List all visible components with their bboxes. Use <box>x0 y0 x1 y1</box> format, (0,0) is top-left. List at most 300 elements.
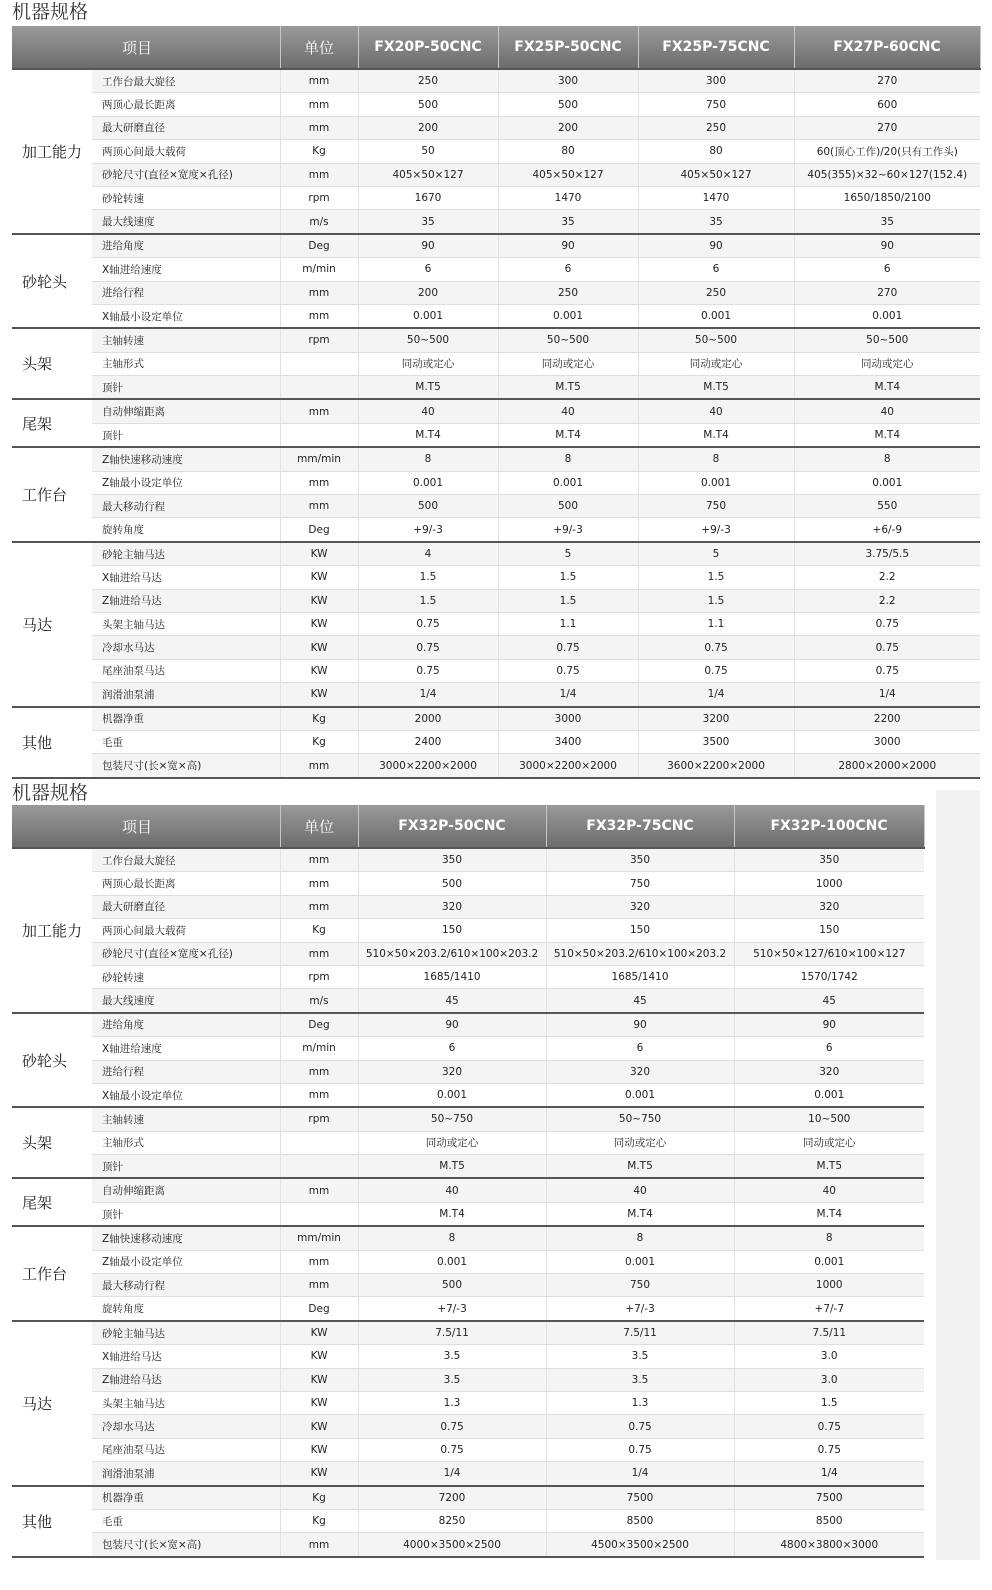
unit-cell: rpm <box>280 328 358 352</box>
value-cell: 150 <box>734 919 924 942</box>
table-row <box>12 258 980 281</box>
value-cell: 320 <box>358 1060 546 1083</box>
unit-cell: KW <box>280 1345 358 1368</box>
value-cell: 同动或定心 <box>638 352 794 375</box>
unit-cell: KW <box>280 1321 358 1345</box>
item-label: 毛重 <box>92 1509 280 1532</box>
spec-group <box>12 234 980 329</box>
table-row <box>12 1226 924 1250</box>
value-cell: 6 <box>358 1037 546 1060</box>
unit-cell: Deg <box>280 234 358 258</box>
header-model: FX27P-60CNC <box>794 26 980 69</box>
value-cell: 8 <box>358 447 498 471</box>
item-label: 顶针 <box>92 1155 280 1179</box>
value-cell: 1685/1410 <box>546 965 734 988</box>
unit-cell: Kg <box>280 730 358 753</box>
value-cell: 35 <box>498 210 638 234</box>
value-cell: 50 <box>358 140 498 163</box>
value-cell: 3500 <box>638 730 794 753</box>
value-cell: 250 <box>358 69 498 93</box>
table-row <box>12 589 980 612</box>
value-cell: 45 <box>546 989 734 1013</box>
value-cell: 500 <box>358 495 498 518</box>
item-label: Z轴快速移动速度 <box>92 1226 280 1250</box>
table-row <box>12 210 980 234</box>
value-cell: M.T5 <box>358 376 498 400</box>
header-model: FX25P-75CNC <box>638 26 794 69</box>
value-cell: 200 <box>358 281 498 304</box>
item-label: 包装尺寸(长×宽×高) <box>92 754 280 778</box>
item-label: X轴最小设定单位 <box>92 1083 280 1107</box>
unit-cell: mm <box>280 495 358 518</box>
table-row <box>12 1250 924 1273</box>
value-cell: 550 <box>794 495 980 518</box>
category-label: 马达 <box>12 1321 92 1486</box>
value-cell: 8 <box>546 1226 734 1250</box>
unit-cell: KW <box>280 1438 358 1461</box>
value-cell: 90 <box>546 1013 734 1037</box>
table-row <box>12 989 924 1013</box>
value-cell: 1/4 <box>638 683 794 707</box>
value-cell: 3400 <box>498 730 638 753</box>
value-cell: 1.5 <box>358 566 498 589</box>
value-cell: 1/4 <box>498 683 638 707</box>
unit-cell: mm <box>280 895 358 918</box>
spec-group <box>12 1013 924 1108</box>
value-cell: 320 <box>358 895 546 918</box>
unit-cell: Deg <box>280 1013 358 1037</box>
value-cell: M.T4 <box>638 423 794 447</box>
value-cell: 270 <box>794 116 980 139</box>
item-label: 砂轮转速 <box>92 965 280 988</box>
value-cell: 320 <box>734 1060 924 1083</box>
value-cell: 6 <box>358 258 498 281</box>
category-label: 工作台 <box>12 1226 92 1321</box>
item-label: 润滑油泵浦 <box>92 683 280 707</box>
unit-cell: m/s <box>280 210 358 234</box>
table-row <box>12 872 924 895</box>
side-shading <box>936 790 980 1560</box>
value-cell: +7/-3 <box>358 1297 546 1321</box>
value-cell: 90 <box>358 234 498 258</box>
spec-group <box>12 542 980 707</box>
value-cell: 250 <box>638 281 794 304</box>
header-item: 项目 <box>12 805 280 848</box>
value-cell: 8 <box>794 447 980 471</box>
value-cell: M.T4 <box>794 376 980 400</box>
table-row <box>12 423 980 447</box>
table-row <box>12 399 980 423</box>
value-cell: 3000 <box>794 730 980 753</box>
value-cell: 90 <box>734 1013 924 1037</box>
table-row <box>12 1391 924 1414</box>
item-label: 砂轮主轴马达 <box>92 542 280 566</box>
value-cell: 50~500 <box>638 328 794 352</box>
value-cell: 3200 <box>638 707 794 731</box>
item-label: 两顶心间最大载荷 <box>92 919 280 942</box>
value-cell: 6 <box>498 258 638 281</box>
value-cell: 50~750 <box>358 1107 546 1131</box>
table-row <box>12 328 980 352</box>
item-label: 砂轮尺寸(直径×宽度×孔径) <box>92 942 280 965</box>
value-cell: 405×50×127 <box>638 163 794 186</box>
unit-cell: mm <box>280 471 358 494</box>
value-cell: 350 <box>358 848 546 872</box>
category-label: 头架 <box>12 328 92 399</box>
value-cell: M.T4 <box>358 1202 546 1226</box>
value-cell: M.T4 <box>498 423 638 447</box>
unit-cell: KW <box>280 683 358 707</box>
category-label: 马达 <box>12 542 92 707</box>
item-label: 自动伸缩距离 <box>92 399 280 423</box>
unit-cell: Deg <box>280 518 358 542</box>
item-label: 顶针 <box>92 1202 280 1226</box>
table-row <box>12 1462 924 1486</box>
table-row <box>12 1368 924 1391</box>
value-cell: 45 <box>734 989 924 1013</box>
value-cell: 3000×2200×2000 <box>358 754 498 778</box>
unit-cell: KW <box>280 1391 358 1414</box>
value-cell: 0.001 <box>358 1250 546 1273</box>
unit-cell: mm <box>280 942 358 965</box>
value-cell: 50~750 <box>546 1107 734 1131</box>
value-cell: 1.5 <box>498 589 638 612</box>
value-cell: 2800×2000×2000 <box>794 754 980 778</box>
spec-group <box>12 1107 924 1178</box>
item-label: 砂轮主轴马达 <box>92 1321 280 1345</box>
unit-cell: Kg <box>280 1486 358 1510</box>
table-row <box>12 376 980 400</box>
value-cell: 0.75 <box>498 636 638 659</box>
value-cell: 3000 <box>498 707 638 731</box>
item-label: 砂轮转速 <box>92 186 280 209</box>
value-cell: 3.5 <box>546 1345 734 1368</box>
value-cell: 7500 <box>734 1486 924 1510</box>
unit-cell: KW <box>280 659 358 682</box>
table-row <box>12 848 924 872</box>
value-cell: 0.001 <box>358 1083 546 1107</box>
value-cell: 300 <box>498 69 638 93</box>
value-cell: 5 <box>498 542 638 566</box>
item-label: 两顶心最长距离 <box>92 872 280 895</box>
value-cell: 50~500 <box>358 328 498 352</box>
unit-cell: mm <box>280 1083 358 1107</box>
value-cell: 40 <box>358 399 498 423</box>
value-cell: 0.75 <box>794 659 980 682</box>
item-label: Z轴进给马达 <box>92 1368 280 1391</box>
value-cell: 6 <box>546 1037 734 1060</box>
unit-cell: rpm <box>280 186 358 209</box>
value-cell: 40 <box>498 399 638 423</box>
value-cell: 同动或定心 <box>358 352 498 375</box>
value-cell: 1/4 <box>358 683 498 707</box>
spec-table <box>12 26 981 779</box>
value-cell: 1.3 <box>546 1391 734 1414</box>
value-cell: 1.5 <box>638 566 794 589</box>
item-label: 主轴形式 <box>92 352 280 375</box>
table-row <box>12 1297 924 1321</box>
table-row <box>12 1178 924 1202</box>
unit-cell: mm <box>280 1250 358 1273</box>
item-label: 润滑油泵浦 <box>92 1462 280 1486</box>
value-cell: 750 <box>638 495 794 518</box>
table-row <box>12 281 980 304</box>
header-unit: 单位 <box>280 26 358 69</box>
category-label: 砂轮头 <box>12 234 92 329</box>
value-cell: 0.75 <box>794 612 980 635</box>
spec-group <box>12 328 980 399</box>
unit-cell: mm <box>280 1533 358 1557</box>
value-cell: 1570/1742 <box>734 965 924 988</box>
category-label: 尾架 <box>12 1178 92 1226</box>
unit-cell: mm <box>280 163 358 186</box>
item-label: 进给角度 <box>92 1013 280 1037</box>
category-label: 加工能力 <box>12 848 92 1013</box>
value-cell: 270 <box>794 69 980 93</box>
value-cell: 8250 <box>358 1509 546 1532</box>
section-title: 机器规格 <box>12 782 89 804</box>
value-cell: 4000×3500×2500 <box>358 1533 546 1557</box>
item-label: 进给角度 <box>92 234 280 258</box>
value-cell: 7.5/11 <box>546 1321 734 1345</box>
value-cell: 40 <box>638 399 794 423</box>
table-row <box>12 1415 924 1438</box>
table-row <box>12 965 924 988</box>
table-row <box>12 495 980 518</box>
value-cell: 35 <box>358 210 498 234</box>
spec-table <box>12 805 925 1558</box>
unit-cell: mm/min <box>280 447 358 471</box>
value-cell: 1.5 <box>638 589 794 612</box>
value-cell: 8500 <box>734 1509 924 1532</box>
value-cell: 250 <box>638 116 794 139</box>
table-row <box>12 471 980 494</box>
value-cell: M.T5 <box>498 376 638 400</box>
value-cell: 0.001 <box>734 1250 924 1273</box>
value-cell: 80 <box>498 140 638 163</box>
value-cell: 150 <box>358 919 546 942</box>
value-cell: 1.5 <box>498 566 638 589</box>
value-cell: 750 <box>546 1274 734 1297</box>
value-cell: 1470 <box>638 186 794 209</box>
spec-group <box>12 848 924 1013</box>
item-label: X轴进给马达 <box>92 1345 280 1368</box>
item-label: 进给行程 <box>92 1060 280 1083</box>
header-item: 项目 <box>12 26 280 69</box>
unit-cell: mm <box>280 304 358 328</box>
value-cell: M.T4 <box>734 1202 924 1226</box>
item-label: X轴进给速度 <box>92 258 280 281</box>
spec-group <box>12 1226 924 1321</box>
value-cell: 同动或定心 <box>794 352 980 375</box>
value-cell: 1/4 <box>794 683 980 707</box>
unit-cell: m/min <box>280 258 358 281</box>
value-cell: 320 <box>546 895 734 918</box>
value-cell: 0.75 <box>358 636 498 659</box>
value-cell: 300 <box>638 69 794 93</box>
item-label: 主轴形式 <box>92 1131 280 1154</box>
value-cell: 50~500 <box>794 328 980 352</box>
value-cell: 8 <box>498 447 638 471</box>
item-label: 头架主轴马达 <box>92 612 280 635</box>
table-row <box>12 919 924 942</box>
unit-cell <box>280 423 358 447</box>
value-cell: 200 <box>498 116 638 139</box>
value-cell: 90 <box>638 234 794 258</box>
value-cell: 同动或定心 <box>734 1131 924 1154</box>
item-label: 旋转角度 <box>92 518 280 542</box>
unit-cell: mm <box>280 1060 358 1083</box>
value-cell: 7.5/11 <box>358 1321 546 1345</box>
unit-cell: mm <box>280 69 358 93</box>
spec-group <box>12 707 980 778</box>
table-row <box>12 1013 924 1037</box>
value-cell: 0.75 <box>358 659 498 682</box>
table-row <box>12 69 980 93</box>
value-cell: 同动或定心 <box>358 1131 546 1154</box>
value-cell: 0.001 <box>546 1083 734 1107</box>
item-label: Z轴最小设定单位 <box>92 471 280 494</box>
value-cell: 0.001 <box>794 304 980 328</box>
value-cell: 0.75 <box>734 1438 924 1461</box>
category-label: 其他 <box>12 707 92 778</box>
unit-cell: Kg <box>280 140 358 163</box>
item-label: 两顶心最长距离 <box>92 93 280 116</box>
category-label: 工作台 <box>12 447 92 542</box>
table-row <box>12 636 980 659</box>
unit-cell: KW <box>280 566 358 589</box>
value-cell: 0.75 <box>498 659 638 682</box>
unit-cell <box>280 1202 358 1226</box>
value-cell: 600 <box>794 93 980 116</box>
value-cell: 3600×2200×2000 <box>638 754 794 778</box>
value-cell: 6 <box>794 258 980 281</box>
table-row <box>12 1202 924 1226</box>
value-cell: +9/-3 <box>498 518 638 542</box>
value-cell: 0.75 <box>638 659 794 682</box>
item-label: 冷却水马达 <box>92 1415 280 1438</box>
value-cell: 1.5 <box>734 1391 924 1414</box>
table-row <box>12 542 980 566</box>
value-cell: 3.5 <box>358 1368 546 1391</box>
table-row <box>12 140 980 163</box>
value-cell: 3.5 <box>546 1368 734 1391</box>
unit-cell: KW <box>280 589 358 612</box>
value-cell: 90 <box>358 1013 546 1037</box>
value-cell: 1470 <box>498 186 638 209</box>
item-label: Z轴进给马达 <box>92 589 280 612</box>
table-row <box>12 895 924 918</box>
value-cell: 90 <box>498 234 638 258</box>
table-row <box>12 163 980 186</box>
table-row <box>12 352 980 375</box>
table-row <box>12 304 980 328</box>
unit-cell: Kg <box>280 1509 358 1532</box>
value-cell: 0.001 <box>638 304 794 328</box>
value-cell: 7.5/11 <box>734 1321 924 1345</box>
unit-cell: KW <box>280 1415 358 1438</box>
value-cell: 500 <box>358 1274 546 1297</box>
value-cell: 750 <box>546 872 734 895</box>
header-row <box>12 805 924 848</box>
table-row <box>12 1533 924 1557</box>
item-label: 头架主轴马达 <box>92 1391 280 1414</box>
table-row <box>12 447 980 471</box>
unit-cell: mm <box>280 116 358 139</box>
value-cell: 1000 <box>734 872 924 895</box>
unit-cell: KW <box>280 542 358 566</box>
header-model: FX32P-75CNC <box>546 805 734 848</box>
table-row <box>12 1321 924 1345</box>
item-label: 顶针 <box>92 423 280 447</box>
unit-cell: mm/min <box>280 1226 358 1250</box>
value-cell: 3.5 <box>358 1345 546 1368</box>
item-label: 包装尺寸(长×宽×高) <box>92 1533 280 1557</box>
value-cell: 1685/1410 <box>358 965 546 988</box>
value-cell: 0.001 <box>358 471 498 494</box>
item-label: 尾座油泵马达 <box>92 659 280 682</box>
value-cell: 35 <box>794 210 980 234</box>
value-cell: 80 <box>638 140 794 163</box>
value-cell: 40 <box>734 1178 924 1202</box>
value-cell: 0.001 <box>794 471 980 494</box>
value-cell: 320 <box>734 895 924 918</box>
table-row <box>12 186 980 209</box>
value-cell: 6 <box>734 1037 924 1060</box>
value-cell: M.T5 <box>546 1155 734 1179</box>
value-cell: 0.001 <box>358 304 498 328</box>
table-row <box>12 1486 924 1510</box>
value-cell: +6/-9 <box>794 518 980 542</box>
table-row <box>12 612 980 635</box>
value-cell: 500 <box>358 872 546 895</box>
table-row <box>12 1155 924 1179</box>
value-cell: 35 <box>638 210 794 234</box>
value-cell: 同动或定心 <box>498 352 638 375</box>
value-cell: 405×50×127 <box>358 163 498 186</box>
value-cell: 405(355)×32~60×127(152.4) <box>794 163 980 186</box>
value-cell: M.T4 <box>546 1202 734 1226</box>
table-row <box>12 1274 924 1297</box>
value-cell: M.T5 <box>734 1155 924 1179</box>
category-label: 砂轮头 <box>12 1013 92 1108</box>
value-cell: 510×50×203.2/610×100×203.2 <box>546 942 734 965</box>
value-cell: 500 <box>358 93 498 116</box>
unit-cell: mm <box>280 872 358 895</box>
value-cell: 1.3 <box>358 1391 546 1414</box>
value-cell: 1/4 <box>546 1462 734 1486</box>
value-cell: 4800×3800×3000 <box>734 1533 924 1557</box>
value-cell: 350 <box>734 848 924 872</box>
item-label: 工作台最大旋径 <box>92 848 280 872</box>
item-label: 最大研磨直径 <box>92 895 280 918</box>
value-cell: 8 <box>638 447 794 471</box>
spec-group <box>12 447 980 542</box>
value-cell: 6 <box>638 258 794 281</box>
unit-cell: mm <box>280 848 358 872</box>
item-label: X轴进给马达 <box>92 566 280 589</box>
table-row <box>12 683 980 707</box>
spec-group <box>12 1486 924 1557</box>
table-row <box>12 730 980 753</box>
value-cell: 7500 <box>546 1486 734 1510</box>
spec-group <box>12 399 980 447</box>
unit-cell: Deg <box>280 1297 358 1321</box>
table-row <box>12 1345 924 1368</box>
value-cell: M.T4 <box>794 423 980 447</box>
unit-cell: mm <box>280 754 358 778</box>
table-row <box>12 1037 924 1060</box>
